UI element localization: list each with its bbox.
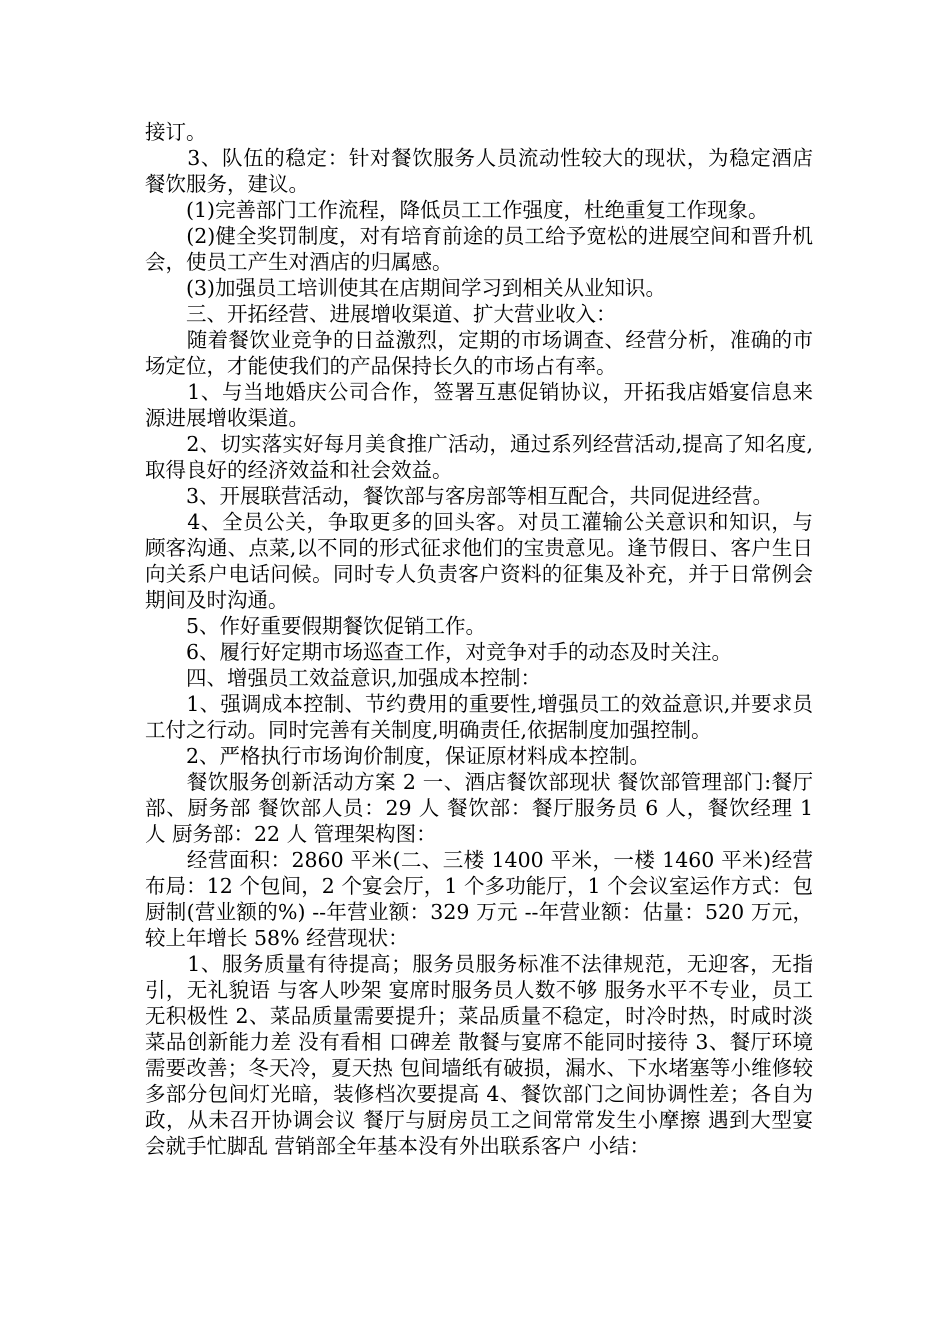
paragraph: (1)完善部门工作流程，降低员工工作强度，杜绝重复工作现象。: [145, 198, 769, 222]
section-heading: 三、开拓经营、进展增收渠道、扩大营业收入：: [145, 302, 617, 326]
section-heading: 四、增强员工效益意识,加强成本控制：: [145, 666, 542, 690]
paragraph: (3)加强员工培训使其在店期间学习到相关从业知识。: [145, 276, 667, 300]
paragraph: 经营面积：2860 平米(二、三楼 1400 平米，一楼 1460 平米)经营布局：12 个包间，2 个宴会厅，1 个多功能厅，1 个会议室运作方式：包厨制(营业额的%) --年营业额：329 万元 --年营业额：估量：520 万元，较上年增长 58% 经营现状：: [145, 848, 813, 950]
paragraph: (2)健全奖罚制度，对有培育前途的员工给予宽松的进展空间和晋升机会，使员工产生对酒店的归属感。: [145, 224, 813, 274]
paragraph: 5、作好重要假期餐饮促销工作。: [145, 614, 487, 638]
paragraph: 1、与当地婚庆公司合作，签署互惠促销协议，开拓我店婚宴信息来源进展增收渠道。: [145, 380, 813, 430]
document-body: [145, 119, 820, 1159]
paragraph: 2、切实落实好每月美食推广活动，通过系列经营活动,提高了知名度,取得良好的经济效益和社会效益。: [145, 432, 813, 482]
paragraph: 4、全员公关，争取更多的回头客。对员工灌输公关意识和知识，与顾客沟通、点菜,以不同的形式征求他们的宝贵意见。逢节假日、客户生日向关系户电话问候。同时专人负责客户资料的征集及补充，并于日常例会期间及时沟通。: [145, 510, 813, 612]
paragraph: 1、服务质量有待提高；服务员服务标准不法律规范，无迎客，无指引，无礼貌语 与客人吵架 宴席时服务员人数不够 服务水平不专业，员工无积极性 2、菜品质量需要提升；菜品质量不稳定，时冷时热，时咸时淡 菜品创新能力差 没有看相 口碑差 散餐与宴席不能同时接待 3、餐厅环境需要改善；冬天冷，夏天热 包间墙纸有破损，漏水、下水堵塞等小维修较多部分包间灯光暗，装修档次要提高 4、餐饮部门之间协调性差；各自为政，从未召开协调会议 餐厅与厨房员工之间常常发生小摩擦 遇到大型宴会就手忙脚乱 营销部全年基本没有外出联系客户 小结：: [145, 952, 820, 1158]
paragraph: 1、强调成本控制、节约费用的重要性,增强员工的效益意识,并要求员工付之行动。同时完善有关制度,明确责任,依据制度加强控制。: [145, 692, 813, 742]
paragraph: 6、履行好定期市场巡查工作，对竞争对手的动态及时关注。: [145, 640, 733, 664]
paragraph: 2、严格执行市场询价制度，保证原材料成本控制。: [145, 744, 651, 768]
paragraph: 3、开展联营活动，餐饮部与客房部等相互配合，共同促进经营。: [145, 484, 774, 508]
paragraph: 3、队伍的稳定：针对餐饮服务人员流动性较大的现状，为稳定酒店餐饮服务，建议。: [145, 146, 813, 196]
paragraph: 接订。: [145, 120, 207, 144]
paragraph: 餐饮服务创新活动方案 2 一、酒店餐饮部现状 餐饮部管理部门:餐厅部、厨务部 餐饮部人员：29 人 餐饮部：餐厅服务员 6 人，餐饮经理 1 人 厨务部：22 人 管理架构图：: [145, 770, 820, 846]
paragraph: 随着餐饮业竞争的日益激烈，定期的市场调查、经营分析，准确的市场定位，才能使我们的产品保持长久的市场占有率。: [145, 328, 813, 378]
